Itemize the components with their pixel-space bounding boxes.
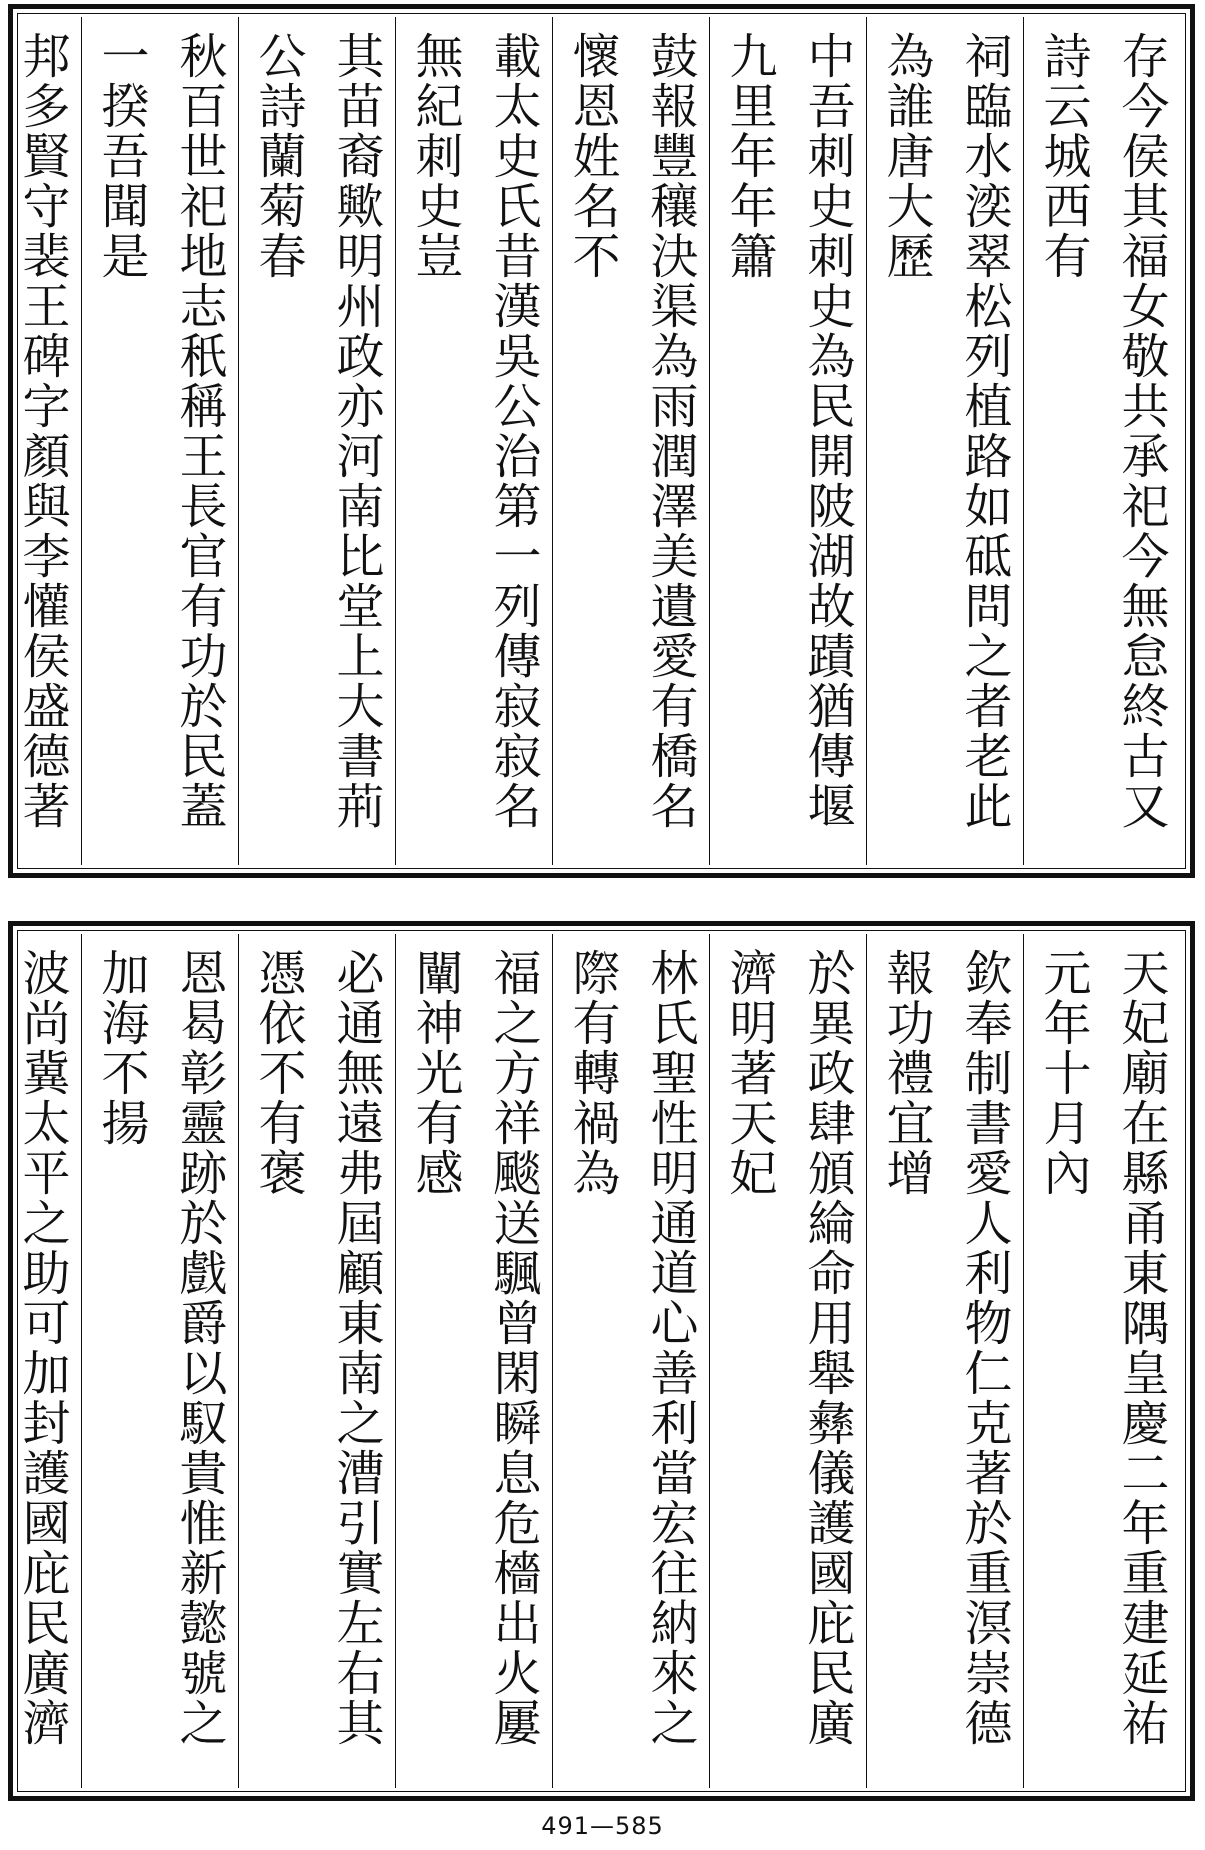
text-column: 必通無遠弗屆顧東南之漕引實左右其憑依不有褒 (238, 934, 395, 1788)
text-column: 波尚冀太平之助可加封護國庇民廣濟 (0, 934, 81, 1788)
text-column: 秋百世祀地志秖稱王長官有功於民蓋一揆吾聞是 (81, 17, 238, 865)
text-column: 於異政肆頒綸命用舉彝儀護國庇民廣濟明著天妃 (709, 934, 866, 1788)
page-panel-top (8, 4, 1195, 878)
text-column: 邦多賢守裴王碑字顏與李懽侯盛德著 (0, 17, 81, 865)
text-column: 載太史氏昔漢吳公治第一列傳寂寂名無紀刺史豈 (395, 17, 552, 865)
text-column: 存今侯其福女敬共承祀今無怠終古又詩云城西有 (1023, 17, 1180, 865)
text-column: 祠臨水湙翠松列植路如砥問之者老此為誰唐大歷 (866, 17, 1023, 865)
text-column: 鼓報豐穰決渠為雨潤澤美遺愛有橋名懷恩姓名不 (552, 17, 709, 865)
text-column: 天妃廟在縣甬東隅皇慶二年重建延祐元年十月內 (1023, 934, 1180, 1788)
text-columns (14, 17, 1180, 865)
text-column: 欽奉制書愛人利物仁克著於重溟崇德報功禮宜增 (866, 934, 1023, 1788)
page-panel-bottom (8, 921, 1195, 1801)
text-column: 其苗裔歟明州政亦河南比堂上大書荊公詩蘭菊春 (238, 17, 395, 865)
text-column: 林氏聖性明通道心善利當宏往納來之際有轉禍為 (552, 934, 709, 1788)
text-column: 中吾刺史刺史為民開陂湖故蹟猶傳堰九里年年簫 (709, 17, 866, 865)
text-column: 福之方祥颷送颿曾閑瞬息危檣出火屢闡神光有感 (395, 934, 552, 1788)
page-footer-number: 491—585 (541, 1812, 664, 1840)
text-column: 恩曷彰靈跡於戲爵以馭貴惟新懿號之加海不揚 (81, 934, 238, 1788)
text-columns (14, 934, 1180, 1788)
